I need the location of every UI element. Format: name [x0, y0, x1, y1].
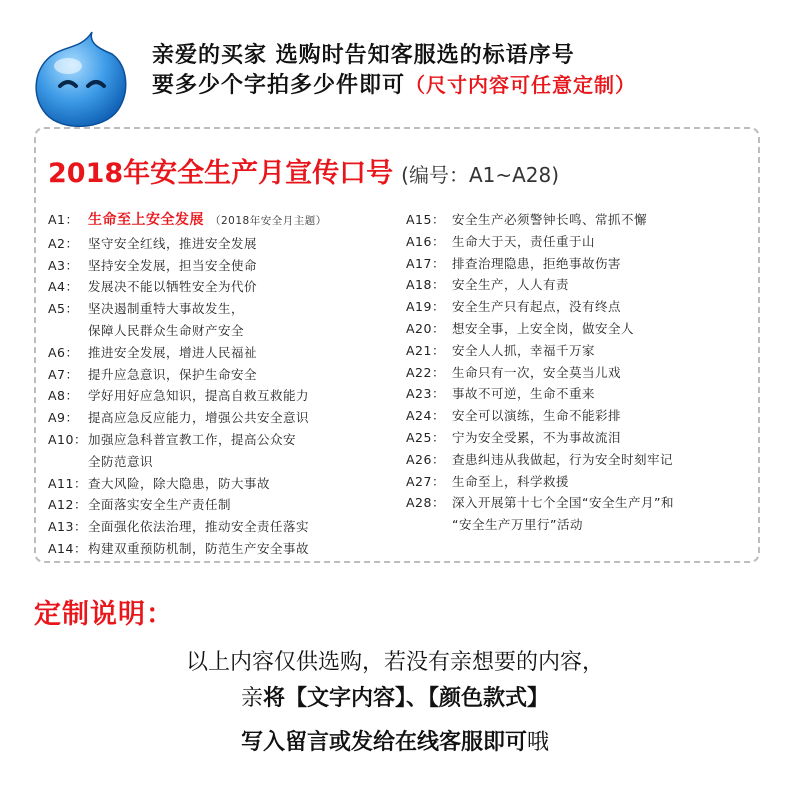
- slogan-column-right: [406, 209, 756, 536]
- slogan-text: 排查治理隐患，拒绝事故伤害: [452, 255, 622, 271]
- slogan-text: 查大风险，除大隐患，防大事故: [88, 475, 271, 491]
- slogan-number: A15：: [406, 212, 445, 227]
- slogan-item: [48, 276, 403, 298]
- slogan-text: 全面落实安全生产责任制: [88, 497, 232, 513]
- header-line-1: 亲爱的买家 选购时告知客服选的标语序号: [152, 43, 575, 68]
- slogan-text: 构建双重预防机制，防范生产安全事故: [88, 540, 310, 556]
- slogan-item: [48, 429, 403, 473]
- slogan-text: 坚持安全发展，担当安全使命: [88, 257, 258, 273]
- slogan-item: [406, 231, 756, 253]
- custom-section-title: 定制说明：: [34, 599, 174, 630]
- slogan-note: （2018年安全月主题）: [210, 215, 327, 227]
- slogan-number: A16：: [406, 233, 445, 249]
- slogan-number: A20：: [406, 320, 445, 336]
- slogan-text-cont: 保障人民群众生命财产安全: [88, 322, 245, 338]
- slogan-text: 坚守安全红线，推进安全发展: [88, 235, 258, 251]
- custom-desc-line-2: [0, 681, 790, 712]
- custom-desc-line-2-bold: 将【文字内容】、【颜色款式】: [263, 686, 550, 711]
- slogan-item: [406, 492, 756, 536]
- slogan-item: [406, 296, 756, 318]
- slogan-number: A19：: [406, 299, 445, 315]
- slogan-text: 安全人人抓，幸福千万家: [452, 342, 596, 358]
- custom-desc-line-3: [0, 725, 790, 756]
- slogan-text-cont: “安全生产万里行”活动: [452, 517, 583, 533]
- slogan-item: [406, 253, 756, 275]
- slogan-number: A18：: [406, 277, 445, 293]
- slogan-number: A13：: [48, 519, 87, 535]
- box-title-main: 2018年安全生产月宣传口号: [48, 158, 394, 189]
- slogan-number: A11：: [48, 475, 87, 491]
- slogan-item: [406, 471, 756, 493]
- slogan-text: 提升应急意识，保护生命安全: [88, 366, 258, 382]
- slogan-number: A12：: [48, 497, 87, 513]
- custom-desc-line-3-bold: 写入留言或发给在线客服即可: [240, 730, 527, 755]
- slogan-number: A14：: [48, 540, 87, 556]
- slogan-number: A25：: [406, 429, 445, 445]
- slogan-item: [406, 274, 756, 296]
- slogan-item: [406, 383, 756, 405]
- slogan-number: A22：: [406, 364, 445, 380]
- slogan-item: [48, 494, 403, 516]
- slogan-number: A7：: [48, 366, 79, 382]
- slogan-item: [406, 318, 756, 340]
- slogan-text: 生命至上安全发展: [88, 212, 204, 228]
- slogan-number: A2：: [48, 235, 79, 251]
- slogan-number: A24：: [406, 408, 445, 424]
- custom-desc-line-1: 以上内容仅供选购，若没有亲想要的内容，: [185, 650, 604, 675]
- slogan-item: [48, 385, 403, 407]
- slogan-number: A10：: [48, 431, 87, 447]
- slogan-number: A6：: [48, 344, 79, 360]
- slogan-item: [48, 298, 403, 342]
- box-title: [48, 151, 559, 190]
- slogan-text: 事故不可逆，生命不重来: [452, 386, 596, 402]
- slogan-column-left: [48, 209, 403, 560]
- slogan-item: [406, 405, 756, 427]
- slogan-text: 推进安全发展，增进人民福祉: [88, 344, 258, 360]
- slogan-item: [48, 342, 403, 364]
- custom-desc-line-3-post: 哦: [527, 730, 550, 755]
- smiling-mascot-icon: [32, 30, 130, 130]
- slogan-text: 生命大于天，责任重于山: [452, 233, 596, 249]
- slogan-text: 坚决遏制重特大事故发生，: [88, 301, 245, 317]
- slogan-number: A17：: [406, 255, 445, 271]
- slogan-item: [48, 209, 403, 233]
- header-size-note: （尺寸内容可任意定制）: [405, 73, 637, 97]
- slogan-item: [406, 427, 756, 449]
- slogan-number: A23：: [406, 386, 445, 402]
- header-line-2: [152, 68, 636, 99]
- slogan-text: 生命至上，科学救援: [452, 473, 570, 489]
- slogan-item: [406, 340, 756, 362]
- slogan-item: [48, 473, 403, 495]
- header-line-2-text: 要多少个字拍多少件即可: [152, 73, 406, 98]
- slogan-text: 安全可以演练，生命不能彩排: [452, 408, 622, 424]
- slogan-text: 深入开展第十七个全国“安全生产月”和: [452, 495, 674, 511]
- box-title-code: (编号：A1~A28): [401, 163, 560, 187]
- slogan-number: A21：: [406, 342, 445, 358]
- slogan-number: A27：: [406, 473, 445, 489]
- slogan-text: 安全生产必须警钟长鸣、常抓不懈: [452, 212, 648, 227]
- slogan-box: [34, 127, 760, 563]
- slogan-text: 想安全事，上安全岗，做安全人: [452, 320, 635, 336]
- slogan-text: 提高应急反应能力，增强公共安全意识: [88, 410, 310, 426]
- slogan-item: [48, 407, 403, 429]
- slogan-number: A28：: [406, 495, 445, 511]
- slogan-number: A26：: [406, 451, 445, 467]
- slogan-text: 安全生产只有起点，没有终点: [452, 299, 622, 315]
- slogan-text: 加强应急科普宣教工作，提高公众安: [88, 431, 297, 447]
- slogan-number: A5：: [48, 301, 79, 317]
- slogan-text: 学好用好应急知识，提高自救互救能力: [88, 388, 310, 404]
- slogan-item: [48, 516, 403, 538]
- slogan-text: 生命只有一次，安全莫当儿戏: [452, 364, 622, 380]
- slogan-text-cont: 全防范意识: [88, 453, 154, 469]
- slogan-item: [48, 364, 403, 386]
- slogan-number: A1：: [48, 212, 79, 227]
- slogan-number: A9：: [48, 410, 79, 426]
- custom-desc-line-2-pre: 亲: [240, 686, 263, 711]
- slogan-text: 安全生产，人人有责: [452, 277, 570, 293]
- slogan-item: [406, 449, 756, 471]
- slogan-text: 查患纠违从我做起，行为安全时刻牢记: [452, 451, 674, 467]
- slogan-item: [406, 209, 756, 231]
- slogan-text: 全面强化依法治理，推动安全责任落实: [88, 519, 310, 535]
- slogan-text: 宁为安全受累，不为事故流泪: [452, 429, 622, 445]
- slogan-text: 发展决不能以牺牲安全为代价: [88, 279, 258, 295]
- slogan-item: [48, 233, 403, 255]
- slogan-item: [406, 362, 756, 384]
- slogan-number: A4：: [48, 279, 79, 295]
- slogan-number: A3：: [48, 257, 79, 273]
- slogan-item: [48, 255, 403, 277]
- slogan-item: [48, 538, 403, 560]
- slogan-number: A8：: [48, 388, 79, 404]
